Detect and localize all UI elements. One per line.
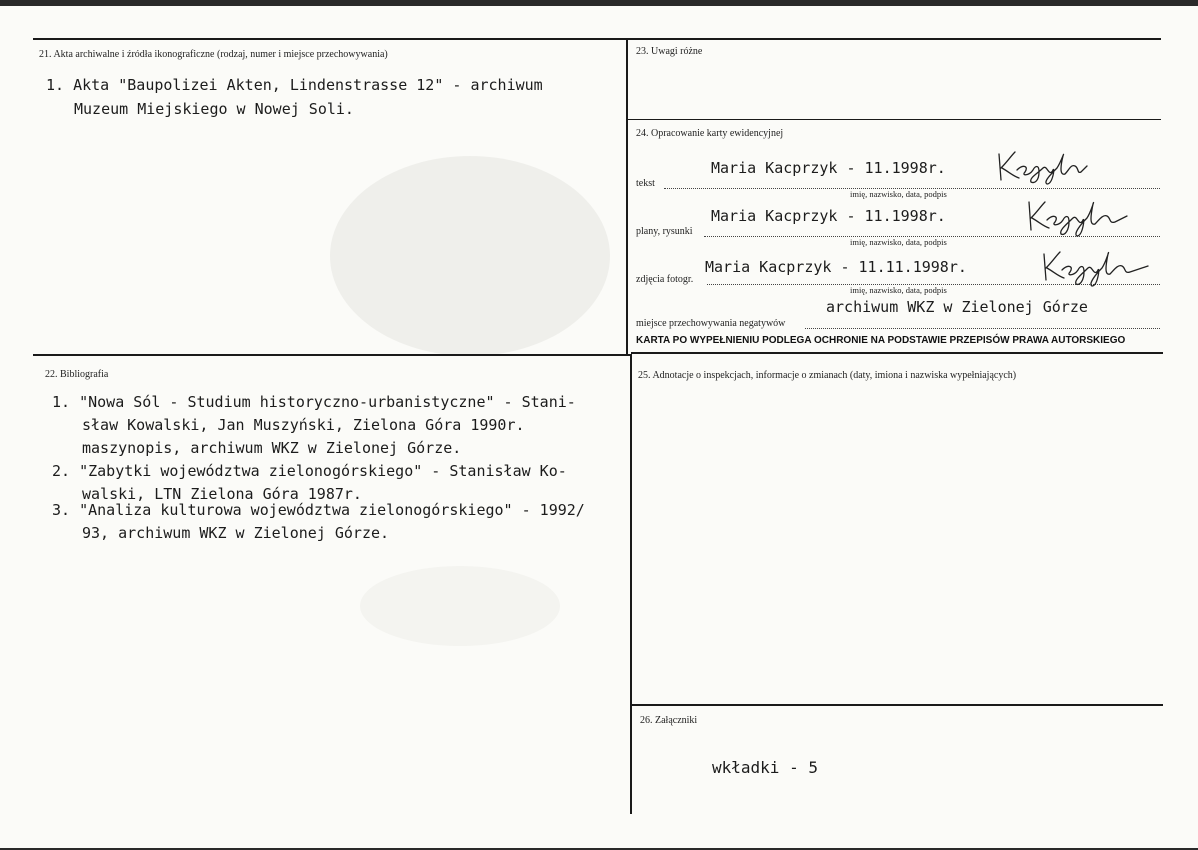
bibliography-line: 93, archiwum WKZ w Zielonej Górze. — [82, 524, 390, 542]
field-value-text: Maria Kacprzyk - 11.1998r. — [711, 159, 946, 177]
section-25-title: 25. Adnotacje o inspekcjach, informacje o zmianach (daty, imiona i nazwiska wypełniających) — [638, 370, 1017, 381]
field-caption: imię, nazwisko, data, podpis — [850, 285, 947, 295]
bibliography-line: maszynopis, archiwum WKZ w Zielonej Górze. — [82, 439, 462, 457]
bibliography-line: walski, LTN Zielona Góra 1987r. — [82, 485, 362, 503]
section-21-title: 21. Akta archiwalne i źródła ikonograficzne (rodzaj, numer i miejsce przechowywania) — [39, 49, 388, 60]
rule-23-24 — [627, 119, 1161, 120]
signature-image — [1040, 244, 1150, 290]
copyright-notice: KARTA PO WYPEŁNIENIU PODLEGA OCHRONIE NA PODSTAWIE PRZEPISÓW PRAWA AUTORSKIEGO — [636, 335, 1126, 346]
vertical-divider-top — [626, 38, 628, 354]
section-24-title: 24. Opracowanie karty ewidencyjnej — [636, 128, 784, 139]
bibliography-line: 1. "Nowa Sól - Studium historyczno-urbanistyczne" - Stani- — [52, 393, 576, 411]
paper-smudge — [360, 566, 560, 646]
field-label-plans: plany, rysunki — [636, 226, 693, 237]
bibliography-line: sław Kowalski, Jan Muszyński, Zielona Góra 1990r. — [82, 416, 525, 434]
field-caption: imię, nazwisko, data, podpis — [850, 237, 947, 247]
signature-image — [1025, 192, 1130, 240]
top-rule — [33, 38, 1161, 40]
rule-25-26 — [631, 704, 1163, 706]
section-21-line: 1. Akta "Baupolizei Akten, Lindenstrasse 12" - archiwum — [46, 76, 543, 94]
field-label-text: tekst — [636, 178, 655, 189]
section-22-title: 22. Bibliografia — [45, 369, 109, 380]
negatives-label: miejsce przechowywania negatywów — [636, 318, 786, 329]
negatives-value: archiwum WKZ w Zielonej Górze — [826, 298, 1088, 316]
section-23-title: 23. Uwagi różne — [636, 46, 703, 57]
section-21-line: Muzeum Miejskiego w Nowej Soli. — [74, 100, 354, 118]
document-sheet — [0, 6, 1198, 848]
section-26-title: 26. Załączniki — [640, 715, 698, 726]
field-caption: imię, nazwisko, data, podpis — [850, 189, 947, 199]
middle-rule-right — [631, 352, 1163, 354]
field-value-photos: Maria Kacprzyk - 11.11.1998r. — [705, 258, 967, 276]
field-value-plans: Maria Kacprzyk - 11.1998r. — [711, 207, 946, 225]
field-label-photos: zdjęcia fotogr. — [636, 274, 694, 285]
signature-image — [995, 144, 1090, 186]
middle-rule-left — [33, 354, 631, 356]
vertical-divider-bottom — [630, 354, 632, 814]
bibliography-line: 2. "Zabytki województwa zielonogórskiego" - Stanisław Ko- — [52, 462, 567, 480]
bibliography-line: 3. "Analiza kulturowa województwa zielonogórskiego" - 1992/ — [52, 501, 585, 519]
dotted-line — [805, 328, 1160, 329]
paper-smudge — [330, 156, 610, 356]
attachments-note: wkładki - 5 — [712, 758, 818, 777]
